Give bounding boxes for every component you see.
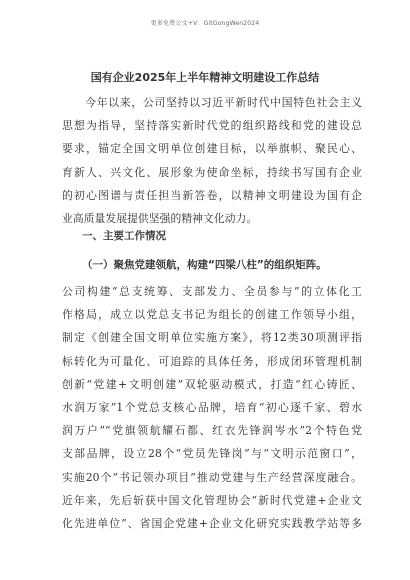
paragraph-line: 实施20个“书记领办项目”推动党建与生产经营深度融合。 [62, 470, 362, 484]
intro-paragraph [62, 91, 362, 230]
paragraph-line: 润万户”“党旗领航耀石都、红衣先锋润岑水”2个特色党 [62, 424, 362, 438]
paragraph-line: 制定《创建全国文明单位实施方案》，将12类30项测评指 [62, 331, 362, 345]
paragraph-line: 公司构建“总支统筹、支部发力、全员参与”的立体化工 [62, 285, 362, 298]
paragraph-line: 育新人、兴文化、展形象为使命坐标，持续书写国有企业 [62, 165, 362, 179]
paragraph-line: 今年以来，公司坚持以习近平新时代中国特色社会主义 [62, 96, 362, 109]
paragraph-line: 要求，锚定全国文明单位创建目标，以举旗帜、聚民心、 [62, 142, 362, 156]
paragraph-line: 化先进单位”、省国企党建+企业文化研究实践教学站等多 [62, 517, 362, 531]
paragraph-line: 支部品牌，设立28个“党员先锋岗”与“文明示范窗口”， [62, 447, 362, 461]
document-title: 国有企业2025年上半年精神文明建设工作总结 [90, 71, 320, 84]
subsection-heading: （一）聚焦党建领航，构建“四梁八柱”的组织矩阵。 [82, 259, 327, 271]
paragraph-line: 的初心图谱与责任担当新答卷，以精神文明建设为国有企 [62, 188, 362, 202]
paragraph-line: 作格局，成立以党总支书记为组长的创建工作领导小组， [62, 308, 362, 322]
watermark-text: 更多免费公文+V：GitGongWen2024 [150, 20, 260, 27]
paragraph-line: 水润万家”1个党总支核心品牌，培育“初心逐千家、碧水 [62, 401, 362, 415]
paragraph-line: 思想为指导，坚持落实新时代党的组织路线和党的建设总 [62, 119, 362, 133]
paragraph-line: 业高质量发展提供坚强的精神文化动力。 [62, 212, 258, 226]
paragraph-line: 创新“党建+文明创建”双轮驱动模式，打造“红心铸匠、 [62, 377, 362, 391]
section-heading: 一、主要工作情况 [82, 230, 166, 242]
body-paragraph [62, 280, 362, 535]
paragraph-line: 标转化为可量化、可追踪的具体任务，形成闭环管理机制 [62, 354, 362, 368]
paragraph-line: 近年来，先后斩获中国文化管理协会“新时代党建+企业文 [62, 493, 362, 507]
